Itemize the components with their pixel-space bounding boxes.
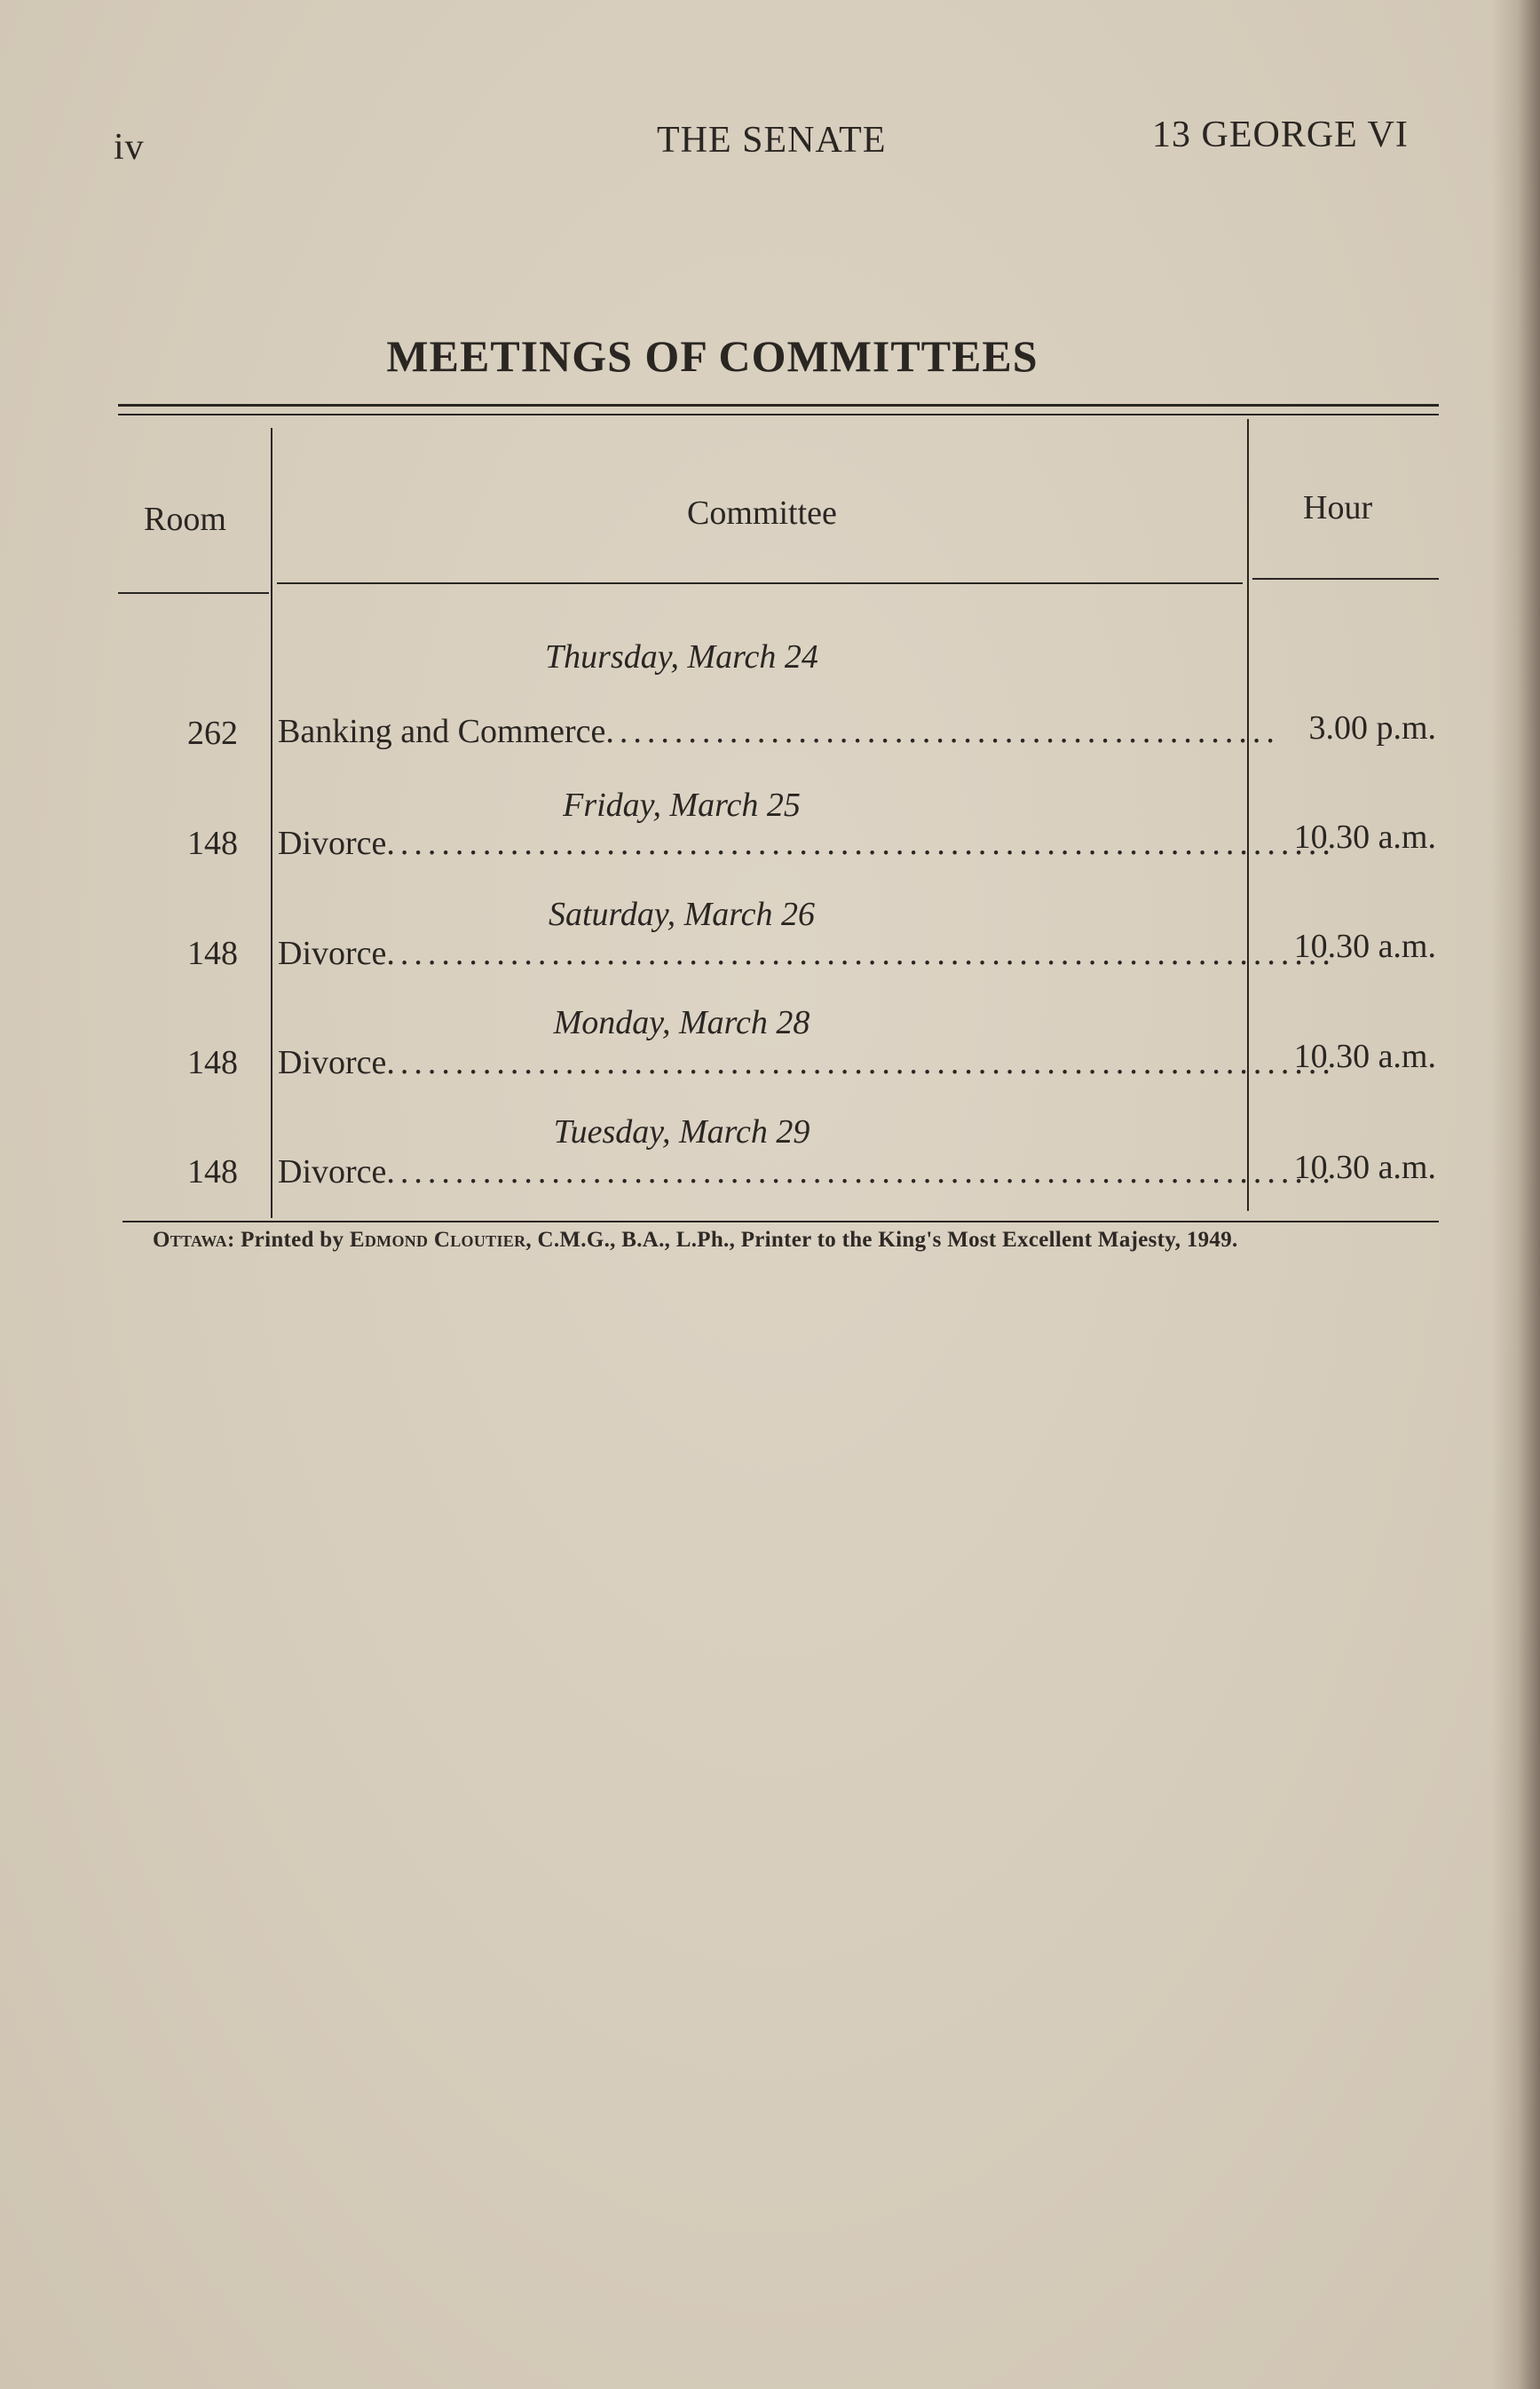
running-head	[0, 114, 1540, 167]
row-committee-name: Divorce	[278, 825, 387, 862]
running-head-regnal-year: 13 GEORGE VI	[1152, 115, 1409, 155]
row-room: 148	[187, 935, 238, 972]
row-committee	[278, 712, 1361, 751]
header-rule-room	[118, 592, 269, 594]
row-room: 148	[187, 1153, 238, 1191]
imprint-rest: , C.M.G., B.A., L.Ph., Printer to the King's Most Excellent Majesty, 1949.	[525, 1228, 1238, 1252]
row-committee	[278, 1043, 1361, 1082]
header-rule-committee	[277, 582, 1243, 584]
row-room: 262	[187, 715, 238, 752]
imprint-printed-by: : Printed by	[226, 1228, 344, 1252]
row-date: Monday, March 28	[553, 1004, 810, 1041]
header-committee: Committee	[687, 494, 837, 532]
row-committee-name: Banking and Commerce	[278, 713, 606, 750]
table-row	[118, 637, 1439, 753]
row-date: Saturday, March 26	[548, 896, 816, 933]
row-committee	[278, 824, 1361, 863]
printer-imprint	[153, 1228, 1238, 1253]
row-hour: 10.30 a.m.	[1293, 928, 1436, 965]
header-room: Room	[144, 501, 226, 538]
title-double-rule-bottom	[118, 414, 1439, 415]
dot-leader: .....................................................................	[386, 1153, 1336, 1191]
imprint-place: Ottawa	[153, 1228, 227, 1252]
row-committee-name: Divorce	[278, 1153, 387, 1191]
row-hour: 10.30 a.m.	[1293, 1149, 1436, 1186]
table-row	[118, 895, 1439, 1010]
title-double-rule-top	[118, 404, 1439, 407]
row-hour: 3.00 p.m.	[1308, 709, 1436, 747]
table-row	[118, 786, 1439, 901]
row-room: 148	[187, 825, 238, 862]
row-hour: 10.30 a.m.	[1293, 819, 1436, 856]
dot-leader: .................................................	[605, 713, 1280, 750]
row-committee-name: Divorce	[278, 935, 387, 972]
table-bottom-rule	[122, 1221, 1439, 1222]
dot-leader: .....................................................................	[386, 1044, 1336, 1081]
row-date: Tuesday, March 29	[553, 1113, 810, 1151]
page-title: MEETINGS OF COMMITTEES	[386, 331, 1039, 381]
row-date: Thursday, March 24	[545, 638, 818, 676]
row-committee	[278, 1152, 1361, 1191]
header-hour: Hour	[1303, 489, 1373, 526]
row-room: 148	[187, 1044, 238, 1081]
dot-leader: .....................................................................	[386, 825, 1336, 862]
row-hour: 10.30 a.m.	[1293, 1038, 1436, 1075]
page-number: iv	[114, 127, 145, 168]
row-date: Friday, March 25	[563, 787, 801, 824]
table-row	[118, 1112, 1439, 1228]
row-committee	[278, 934, 1361, 973]
row-committee-name: Divorce	[278, 1044, 387, 1081]
imprint-printer-name: Edmond Cloutier	[349, 1228, 526, 1252]
header-rule-hour	[1252, 578, 1439, 580]
dot-leader: .....................................................................	[386, 935, 1336, 972]
running-head-title: THE SENATE	[657, 120, 887, 161]
table-row	[118, 1003, 1439, 1119]
